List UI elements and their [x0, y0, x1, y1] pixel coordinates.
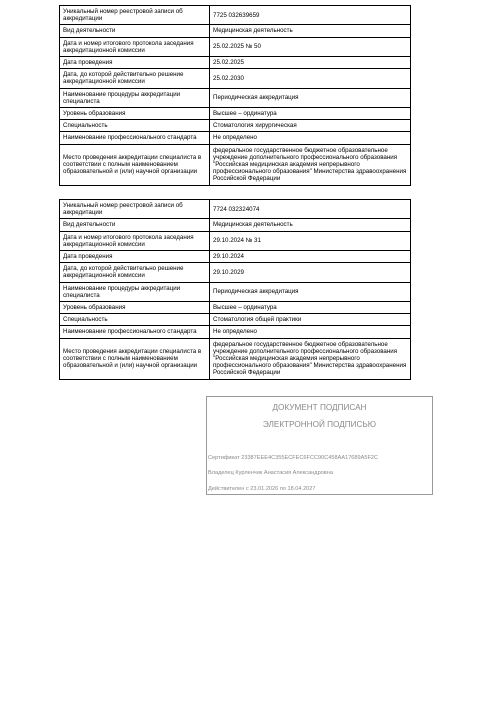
row-label: Вид деятельности — [60, 25, 210, 37]
row-label: Уникальный номер реестровой записи об аккредитации — [60, 200, 210, 219]
signature-certificate: Сертификат 23387EEE4C355ECFEC6FCC90C458AA17689A5F2C — [208, 455, 379, 461]
row-value: Стоматология общей практики — [210, 314, 411, 326]
row-value: Высшее – ординатура — [210, 108, 411, 120]
row-value: Не определено — [210, 132, 411, 144]
row-value: федеральное государственное бюджетное образовательное учреждение дополнительного профессионального образования "Российская медицинская академия непрерывного профессионального образования" Министерства здравоохранения Российской Федерации — [210, 144, 411, 185]
signature-validity: Действителен с 23.01.2026 по 18.04.2027 — [208, 486, 316, 492]
table-row — [60, 231, 411, 250]
row-value: 29.10.2024 — [210, 251, 411, 263]
row-value: Периодическая аккредитация — [210, 88, 411, 107]
row-label: Дата, до которой действительно решение аккредитационной комиссии — [60, 263, 210, 282]
table-row — [60, 108, 411, 120]
row-value: Стоматология хирургическая — [210, 120, 411, 132]
row-label: Место проведения аккредитации специалиста в соответствии с полным наименованием образовательной и (или) научной организации — [60, 338, 210, 379]
signature-owner: Владелец Курленчик Анастасия Александровна — [208, 470, 333, 476]
table-row — [60, 263, 411, 282]
accreditation-record-2 — [59, 199, 411, 380]
signature-title-line-2: ЭЛЕКТРОННОЙ ПОДПИСЬЮ — [262, 420, 377, 429]
row-label: Наименование профессионального стандарта — [60, 132, 210, 144]
row-value: 29.10.2029 — [210, 263, 411, 282]
table-row — [60, 88, 411, 107]
row-value: Не определено — [210, 326, 411, 338]
table-row — [60, 132, 411, 144]
row-label: Дата и номер итогового протокола заседания аккредитационной комиссии — [60, 37, 210, 56]
row-value: Периодическая аккредитация — [210, 282, 411, 301]
row-label: Дата, до которой действительно решение аккредитационной комиссии — [60, 69, 210, 88]
table-row — [60, 219, 411, 231]
row-label: Наименование процедуры аккредитации специалиста — [60, 282, 210, 301]
table-row — [60, 120, 411, 132]
table-row — [60, 314, 411, 326]
signature-title-line-1: ДОКУМЕНТ ПОДПИСАН — [272, 403, 367, 412]
row-label: Специальность — [60, 120, 210, 132]
row-label: Дата проведения — [60, 57, 210, 69]
row-value: 7725 032639659 — [210, 6, 411, 25]
row-value: 29.10.2024 № 31 — [210, 231, 411, 250]
row-label: Вид деятельности — [60, 219, 210, 231]
table-row — [60, 302, 411, 314]
table-row — [60, 338, 411, 379]
row-value: Медицинская деятельность — [210, 219, 411, 231]
row-value: 25.02.2025 — [210, 57, 411, 69]
row-label: Уровень образования — [60, 302, 210, 314]
row-value: Высшее – ординатура — [210, 302, 411, 314]
row-value: 25.02.2025 № 50 — [210, 37, 411, 56]
table-row — [60, 37, 411, 56]
row-value: Медицинская деятельность — [210, 25, 411, 37]
row-label: Дата проведения — [60, 251, 210, 263]
row-label: Уникальный номер реестровой записи об аккредитации — [60, 6, 210, 25]
table-row — [60, 144, 411, 185]
table-row — [60, 326, 411, 338]
row-value: федеральное государственное бюджетное образовательное учреждение дополнительного профессионального образования "Российская медицинская академия непрерывного профессионального образования" Министерства здравоохранения Российской Федерации — [210, 338, 411, 379]
table-row — [60, 69, 411, 88]
table-row — [60, 282, 411, 301]
table-row — [60, 57, 411, 69]
table-row — [60, 25, 411, 37]
row-label: Место проведения аккредитации специалиста в соответствии с полным наименованием образовательной и (или) научной организации — [60, 144, 210, 185]
row-label: Наименование процедуры аккредитации специалиста — [60, 88, 210, 107]
table-row — [60, 251, 411, 263]
row-label: Наименование профессионального стандарта — [60, 326, 210, 338]
electronic-signature-stamp — [206, 396, 433, 495]
row-label: Специальность — [60, 314, 210, 326]
row-value: 7724 032324074 — [210, 200, 411, 219]
row-label: Дата и номер итогового протокола заседания аккредитационной комиссии — [60, 231, 210, 250]
accreditation-record-1 — [59, 5, 411, 186]
table-row — [60, 200, 411, 219]
row-label: Уровень образования — [60, 108, 210, 120]
table-row — [60, 6, 411, 25]
row-value: 25.02.2030 — [210, 69, 411, 88]
